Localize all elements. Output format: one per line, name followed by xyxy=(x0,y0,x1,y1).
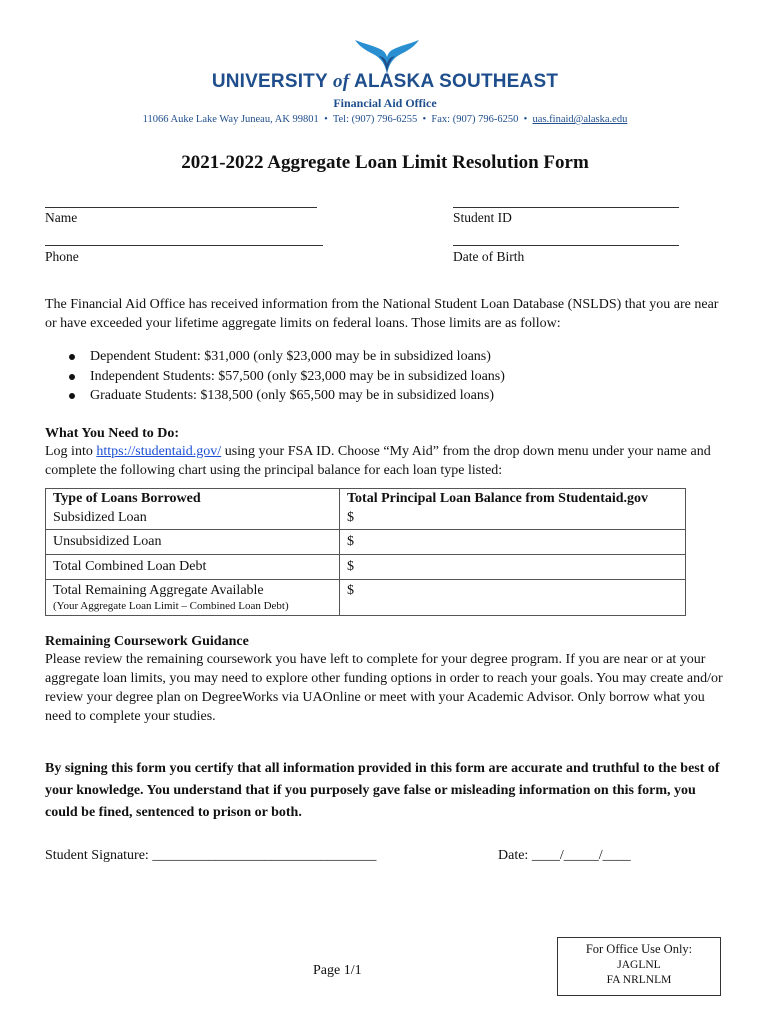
limit-item-independent: Independent Students: $57,500 (only $23,000 may be in subsidized loans) xyxy=(66,367,505,387)
table-cell xyxy=(46,489,340,530)
combined-debt-field[interactable]: $ xyxy=(340,555,686,580)
table-row-label: Total Remaining Aggregate Available xyxy=(53,583,264,598)
university-name xyxy=(0,71,770,93)
name-label: Name xyxy=(45,210,78,225)
dob-label: Date of Birth xyxy=(453,249,525,264)
whale-tail-logo xyxy=(355,40,419,74)
student-id-field-line[interactable] xyxy=(453,207,679,208)
office-code-2: FA NRLNLM xyxy=(606,974,672,986)
email-link[interactable]: uas.finaid@alaska.edu xyxy=(532,114,628,125)
table-row-note: (Your Aggregate Loan Limit – Combined Loan Debt) xyxy=(53,600,289,612)
table-header-loan-type: Type of Loans Borrowed xyxy=(53,491,201,506)
limits-list xyxy=(66,347,505,406)
loan-table xyxy=(45,488,686,616)
table-header-balance: Total Principal Loan Balance from Studentaid.gov xyxy=(347,491,649,506)
todo-pre-link: Log into xyxy=(45,444,97,459)
student-id-label: Student ID xyxy=(453,210,512,225)
table-row xyxy=(46,580,686,616)
table-row xyxy=(46,555,686,580)
office-name: Financial Aid Office xyxy=(333,96,437,110)
address: 11066 Auke Lake Way Juneau, AK 99801 xyxy=(142,114,319,125)
todo-heading: What You Need to Do: xyxy=(45,426,180,441)
table-cell[interactable] xyxy=(340,489,686,530)
office-use-title: For Office Use Only: xyxy=(585,942,693,956)
limit-item-graduate: Graduate Students: $138,500 (only $65,500 may be in subsidized loans) xyxy=(66,386,505,406)
limit-item-dependent: Dependent Student: $31,000 (only $23,000 may be in subsidized loans) xyxy=(66,347,505,367)
telephone: Tel: (907) 796-6255 xyxy=(332,114,418,125)
remaining-aggregate-field[interactable]: $ xyxy=(340,580,686,616)
phone-field-line[interactable] xyxy=(45,245,323,246)
table-row-label: Total Combined Loan Debt xyxy=(46,555,340,580)
table-row-label: Unsubsidized Loan xyxy=(46,530,340,555)
todo-paragraph xyxy=(45,442,725,480)
guidance-heading: Remaining Coursework Guidance xyxy=(45,634,249,649)
university-of: of xyxy=(333,71,350,92)
form-title: 2021-2022 Aggregate Loan Limit Resolution Form xyxy=(181,152,589,173)
certification-statement: By signing this form you certify that all information provided in this form are accurate and truthful to the best of your knowledge. You understand that if you purposely gave false or misleading information on this form, you could be fined, sentenced to prison or both. xyxy=(45,761,720,820)
date-field[interactable]: Date: ____/_____/____ xyxy=(498,848,631,863)
university-rest: ALASKA SOUTHEAST xyxy=(354,71,559,92)
office-code-1: JAGLNL xyxy=(617,958,661,971)
table-row xyxy=(46,489,686,530)
contact-line xyxy=(0,114,770,125)
todo-post-link: using your FSA ID. Choose “My Aid” from the drop down menu under your name and complete the following chart using the principal balance for each loan type listed: xyxy=(45,444,711,478)
separator: • xyxy=(523,114,528,125)
office-use-box xyxy=(557,937,721,996)
guidance-paragraph: Please review the remaining coursework you have left to complete for your degree program. If you are near or at your aggregate loan limits, you may need to explore other funding options in order to reach your goals. You may create and/or review your degree plan on DegreeWorks via UAOnline or meet with your Academic Advisor. Only borrow what you need to complete your studies. xyxy=(45,652,723,724)
phone-label: Phone xyxy=(45,249,79,264)
signature-field[interactable]: Student Signature: ________________________________ xyxy=(45,848,377,863)
intro-paragraph: The Financial Aid Office has received information from the National Student Loan Database (NSLDS) that you are near or have exceeded your lifetime aggregate limits on federal loans. Those limits are as follow: xyxy=(45,297,719,331)
subsidized-balance-field[interactable]: $ xyxy=(347,510,354,525)
separator: • xyxy=(324,114,328,125)
page-number: Page 1/1 xyxy=(313,963,362,978)
name-field-line[interactable] xyxy=(45,207,317,208)
university-main: UNIVERSITY xyxy=(211,71,328,92)
separator: • xyxy=(422,114,427,125)
studentaid-link[interactable]: https://studentaid.gov/ xyxy=(96,444,222,459)
table-row xyxy=(46,530,686,555)
fax: Fax: (907) 796-6250 xyxy=(431,114,519,125)
dob-field-line[interactable] xyxy=(453,245,679,246)
table-row-label: Subsidized Loan xyxy=(53,510,147,525)
table-cell xyxy=(46,580,340,616)
unsubsidized-balance-field[interactable]: $ xyxy=(340,530,686,555)
